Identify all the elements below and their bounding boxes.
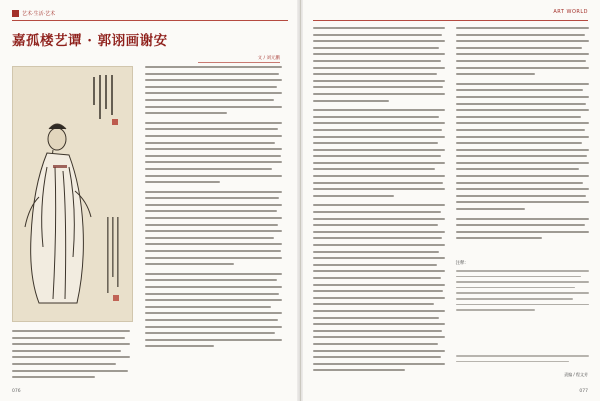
section-label-right: ART WORLD	[553, 9, 588, 15]
header-rule	[12, 20, 288, 21]
right-column-2-text	[456, 27, 589, 244]
notes-label: 注释：	[455, 261, 469, 266]
page-number-left: 076	[12, 389, 21, 394]
running-header-left	[12, 9, 288, 18]
left-body-text	[12, 330, 130, 383]
right-column-1-text	[313, 27, 445, 376]
section-marker-icon	[12, 10, 19, 17]
spine-gutter	[297, 0, 303, 401]
notes-section	[456, 260, 589, 315]
xie-an-portrait-image	[13, 67, 132, 321]
article-title: 嘉孤楼艺谭 · 郭诩画谢安	[12, 33, 168, 49]
section-label: 艺术·生活·艺术	[22, 11, 56, 17]
author-bio-note	[456, 355, 589, 366]
editor-credit: 责编 / 程文芳	[564, 372, 588, 377]
painting-figure	[12, 66, 133, 322]
left-column-text	[145, 66, 282, 352]
author-line: 文 / 刘元鹏	[198, 55, 280, 63]
header-rule-right	[313, 20, 589, 21]
page-number-right: 077	[579, 389, 588, 394]
right-page	[301, 0, 600, 401]
